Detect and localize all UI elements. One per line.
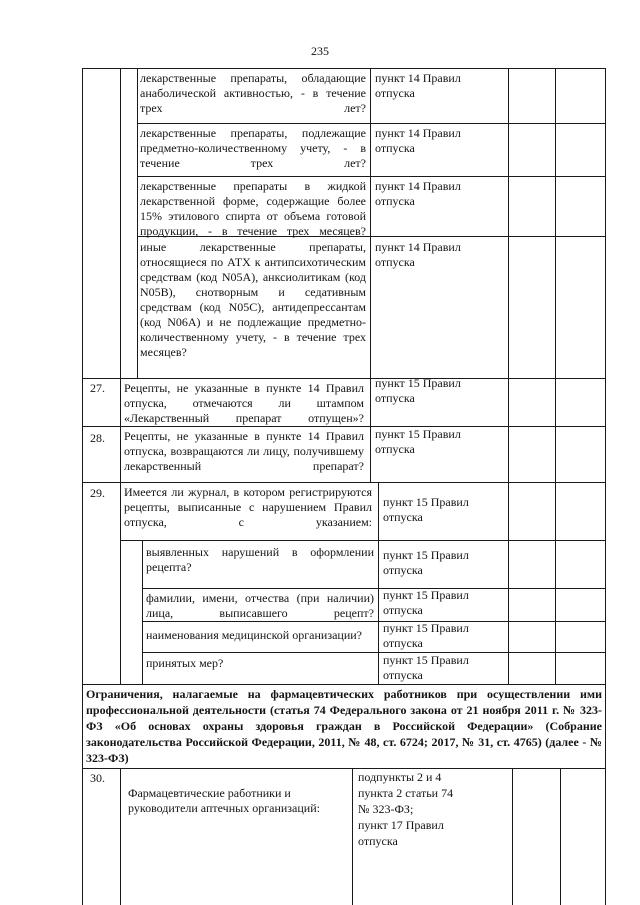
row-29-name-text: фамилии, имени, отчества (при наличии) лица, выписавшего рецепт? <box>146 591 374 620</box>
row-30-text: Фармацевтические работники и руководители аптечных организаций: <box>128 786 320 815</box>
row-29-number: 29. <box>90 486 105 500</box>
row-29-org-ref: пункт 15 Правил отпуска <box>383 621 469 650</box>
row-28-text: Рецепты, не указанные в пункте 14 Правил отпуска, возвращаются ли лицу, получившему лекарственный препарат? <box>124 429 364 473</box>
page-number: 235 <box>311 44 329 58</box>
row-29-measures-ref: пункт 15 Правил отпуска <box>383 653 469 682</box>
sub-item-liquid-form-text: лекарственные препараты в жидкой лекарственной форме, содержащие более 15% этилового спирта от объема готовой продукции, - в течение трех месяцев? <box>140 179 366 238</box>
row-29-text: Имеется ли журнал, в котором регистрируются рецепты, выписанные с нарушением Правил отпуска, с указанием: <box>124 485 372 529</box>
sub-item-liquid-form-ref: пункт 14 Правил отпуска <box>375 179 461 208</box>
row-29-name-ref: пункт 15 Правил отпуска <box>383 588 469 617</box>
sub-item-anabolic-ref: пункт 14 Правил отпуска <box>375 71 461 100</box>
row-27-number: 27. <box>90 381 105 395</box>
row-30-ref-line: подпункты 2 и 4 <box>358 770 442 784</box>
sub-item-atc-text: иные лекарственные препараты, относящиеся по АТХ к антипсихотическим средствам (код N05A), анксиолитикам (код N05B), снотворным и седативным средствам (код N05C), антидепрессантам (код N06A) и не подлежащие предметно-количественному учету, - в течение трех месяцев? <box>140 240 366 359</box>
row-29-violations-ref: пункт 15 Правил отпуска <box>383 548 469 577</box>
sub-item-anabolic-text: лекарственные препараты, обладающие анаболической активностью, - в течение трех лет? <box>140 71 366 115</box>
row-30-ref-line: отпуска <box>358 834 398 848</box>
row-28-ref: пункт 15 Правил отпуска <box>375 427 461 456</box>
row-27-text: Рецепты, не указанные в пункте 14 Правил отпуска, отмечаются ли штампом «Лекарственный препарат отпущен»? <box>124 381 364 425</box>
row-28-number: 28. <box>90 431 105 445</box>
row-30-number: 30. <box>90 771 105 785</box>
row-29-violations-text: выявленных нарушений в оформлении рецепта? <box>146 545 374 574</box>
sub-item-atc-ref: пункт 14 Правил отпуска <box>375 240 461 269</box>
row-30-ref <box>358 769 508 849</box>
row-29-measures-text: принятых мер? <box>146 656 224 670</box>
row-30-ref-line: пункта 2 статьи 74 <box>358 786 454 800</box>
row-30-ref-line: № 323-ФЗ; <box>358 802 414 816</box>
row-29-org-text: наименования медицинской организации? <box>146 628 362 642</box>
row-30-ref-line: пункт 17 Правил <box>358 818 444 832</box>
row-29-ref: пункт 15 Правил отпуска <box>383 495 469 524</box>
sub-item-pku-text: лекарственные препараты, подлежащие предметно-количественному учету, - в течение трех лет? <box>140 126 366 170</box>
section-heading: Ограничения, налагаемые на фармацевтических работников при осуществлении ими профессиональной деятельности (статья 74 Федерального закона от 21 ноября 2011 г. № 323-ФЗ «Об основах охраны здоровья граждан в Российской Федерации» (Собрание законодательства Российской Федерации, 2011, № 48, ст. 6724; 2017, № 31, ст. 4765) (далее - № 323-ФЗ) <box>86 687 602 765</box>
sub-item-pku-ref: пункт 14 Правил отпуска <box>375 126 461 155</box>
row-27-ref: пункт 15 Правил отпуска <box>375 376 461 405</box>
